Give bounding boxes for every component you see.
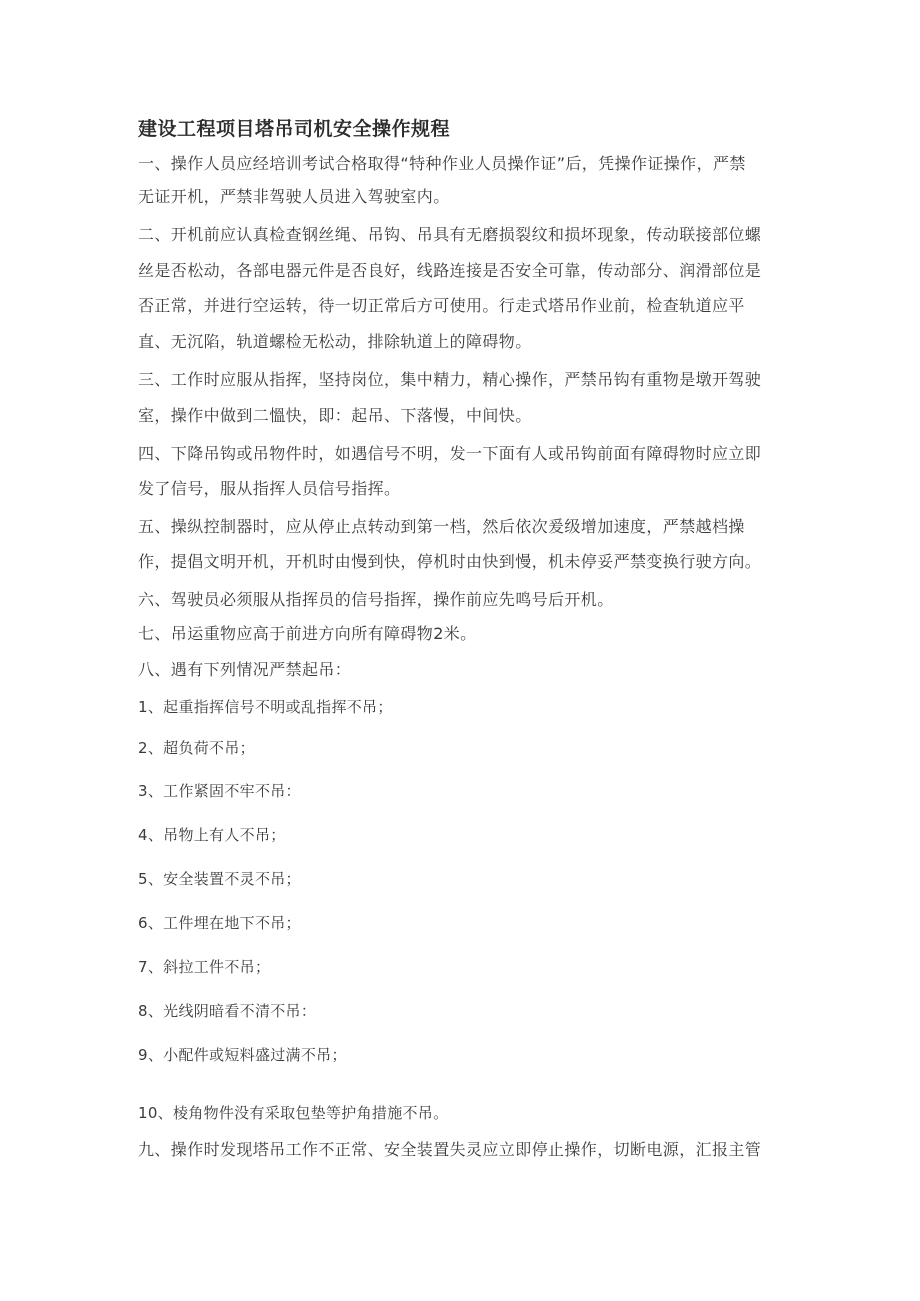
- list-item: 6、工件埋在地下不吊；: [138, 914, 301, 932]
- paragraph-line: 否正常，并进行空运转，待一切正常后方可使用。行走式塔吊作业前，检查轨道应平: [138, 296, 745, 315]
- list-item: 3、工作紧固不牢不吊：: [138, 782, 301, 800]
- paragraph-line: 三、工作时应服从指挥，坚持岗位，集中精力，精心操作，严禁吊钩有重物是墩开驾驶: [138, 370, 762, 389]
- paragraph-line: 八、遇有下列情况严禁起吊：: [138, 660, 352, 679]
- paragraph-line: 九、操作时发现塔吊工作不正常、安全装置失灵应立即停止操作，切断电源，汇报主管: [138, 1140, 762, 1159]
- paragraph-line: 五、操纵控制器时，应从停止点转动到第一档，然后依次爰级增加速度，严禁越档操: [138, 517, 745, 536]
- paragraph-line: 一、操作人员应经培训考试合格取得“特种作业人员操作证”后，凭操作证操作，严禁: [138, 154, 746, 173]
- paragraph-line: 发了信号，服从指挥人员信号指挥。: [138, 479, 401, 498]
- paragraph-line: 作，提倡文明开机，开机时由慢到快，停机时由快到慢，机未停妥严禁变换行驶方向。: [138, 552, 762, 571]
- paragraph-line: 四、下降吊钩或吊物件时，如遇信号不明，发一下面有人或吊钩前面有障碍物时应立即: [138, 444, 762, 463]
- list-item: 8、光线阴暗看不清不吊：: [138, 1002, 317, 1020]
- paragraph-line: 无证开机，严禁非驾驶人员进入驾驶室内。: [138, 187, 450, 206]
- paragraph-line: 七、吊运重物应高于前进方向所有障碍物2米。: [138, 624, 477, 643]
- list-item: 4、吊物上有人不吊；: [138, 826, 286, 844]
- paragraph-line: 二、开机前应认真检查钢丝绳、吊钩、吊具有无磨损裂纹和损坏现象，传动联接部位螺: [138, 225, 762, 244]
- paragraph-line: 丝是否松动，各部电器元件是否良好，线路连接是否安全可靠，传动部分、润滑部位是: [138, 261, 762, 280]
- list-item: 2、超负荷不吊；: [138, 739, 255, 757]
- list-item: 1、起重指挥信号不明或乱指挥不吊；: [138, 698, 393, 716]
- list-item: 10、棱角物件没有采取包垫等护角措施不吊。: [138, 1104, 449, 1122]
- paragraph-line: 室，操作中做到二慍快，即：起吊、下落慢，中间快。: [138, 406, 532, 425]
- list-item: 9、小配件或短料盛过满不吊；: [138, 1046, 347, 1064]
- list-item: 7、斜拉工件不吊；: [138, 958, 271, 976]
- paragraph-line: 直、无沉陷，轨道螺检无松动，排除轨道上的障碍物。: [138, 332, 532, 351]
- paragraph-line: 六、驾驶员必须服从指挥员的信号指挥，操作前应先鸣号后开机。: [138, 590, 614, 609]
- list-item: 5、安全装置不灵不吊；: [138, 870, 301, 888]
- document-title: 建设工程项目塔吊司机安全操作规程: [138, 118, 451, 140]
